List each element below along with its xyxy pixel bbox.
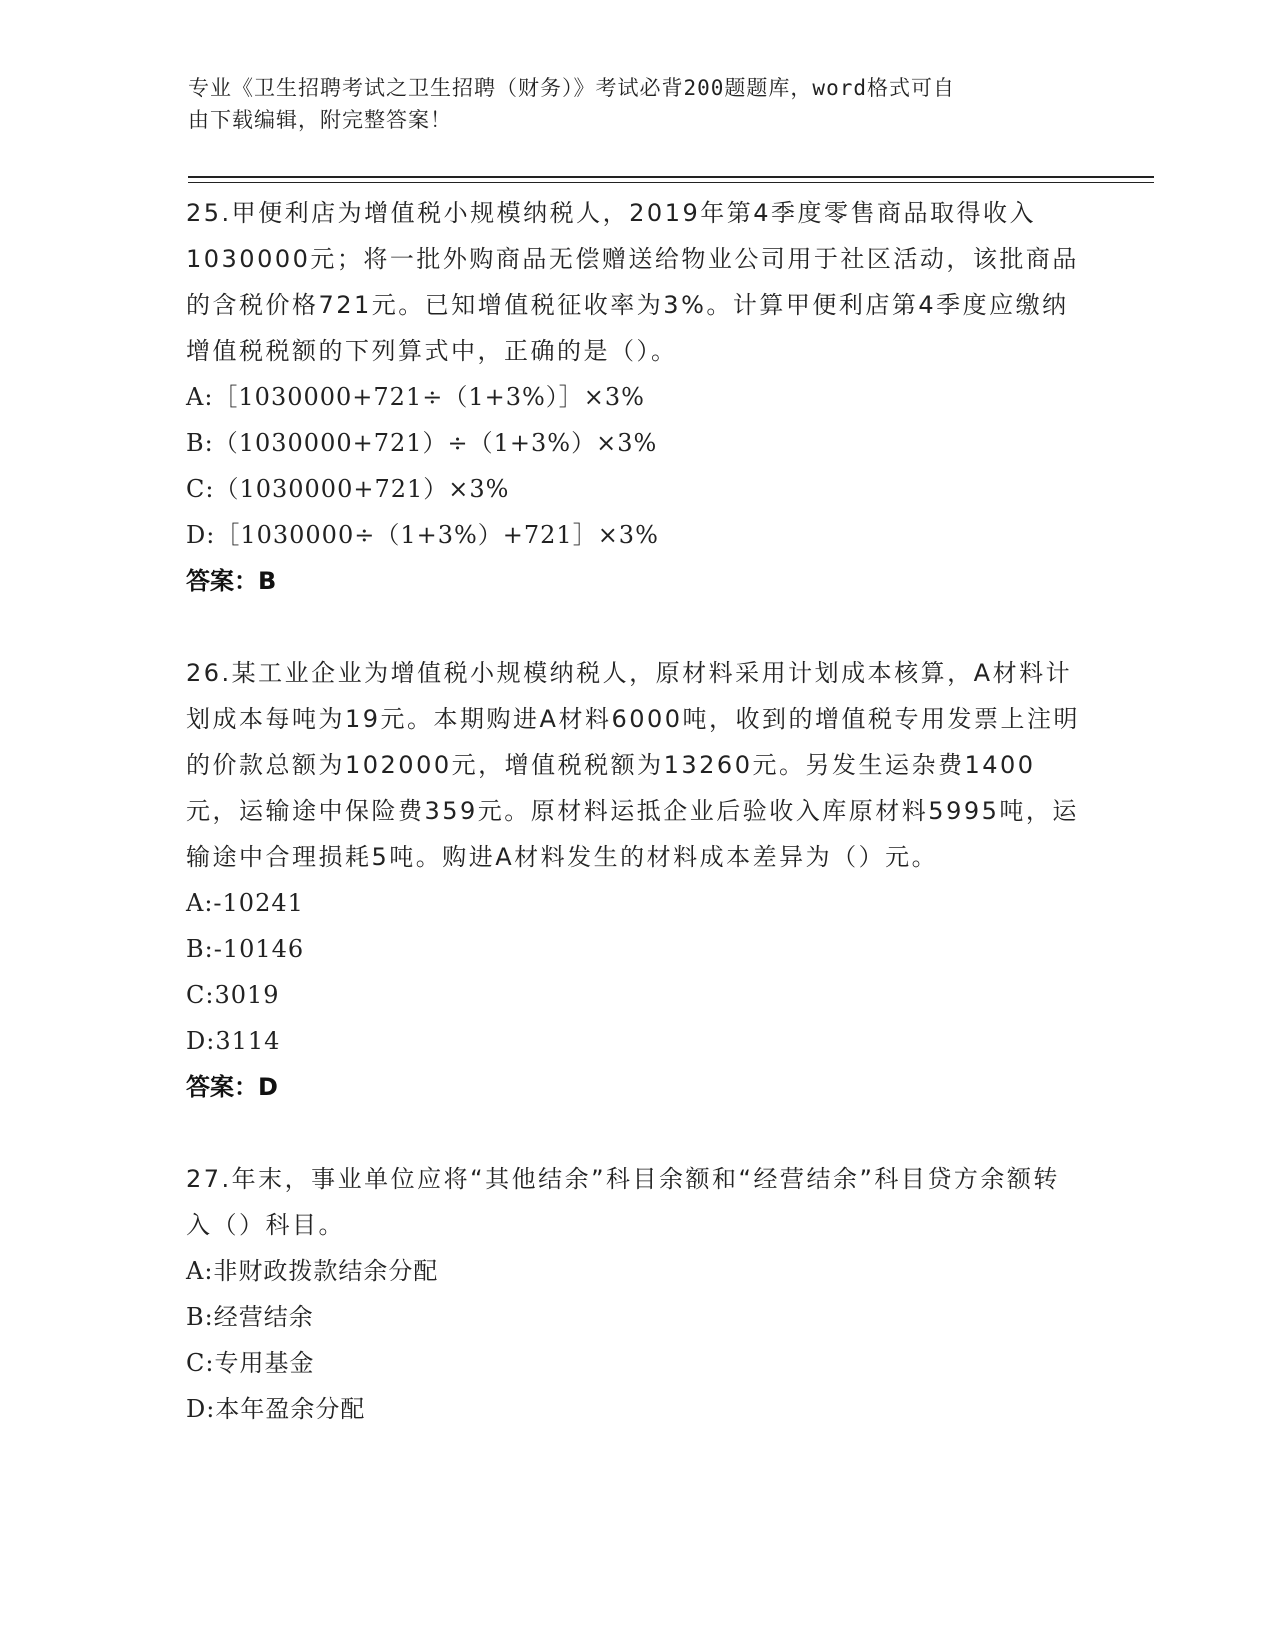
question-27 xyxy=(186,1156,1086,1432)
header-line-2: 由下载编辑，附完整答案！ xyxy=(188,108,452,132)
option-c: C:专用基金 xyxy=(186,1349,315,1377)
question-25 xyxy=(186,190,1086,604)
question-text: 26.某工业企业为增值税小规模纳税人，原材料采用计划成本核算，A材料计划成本每吨为19元。本期购进A材料6000吨，收到的增值税专用发票上注明的价款总额为102000元，增值税税额为13260元。另发生运杂费1400元，运输途中保险费359元。原材料运抵企业后验收入库原材料5995吨，运输途中合理损耗5吨。购进A材料发生的材料成本差异为（）元。 xyxy=(186,659,1081,871)
option-d: D:本年盈余分配 xyxy=(186,1395,366,1423)
option-d: D:3114 xyxy=(186,1027,281,1055)
option-c: C:（1030000+721）×3% xyxy=(186,475,510,503)
option-c: C:3019 xyxy=(186,981,280,1009)
option-a: A:［1030000+721÷（1+3%）］×3% xyxy=(186,383,645,411)
question-text: 25.甲便利店为增值税小规模纳税人，2019年第4季度零售商品取得收入1030000元；将一批外购商品无偿赠送给物业公司用于社区活动，该批商品的含税价格721元。已知增值税征收率为3%。计算甲便利店第4季度应缴纳增值税税额的下列算式中，正确的是（）。 xyxy=(186,199,1079,365)
option-a: A:-10241 xyxy=(186,889,304,917)
option-b: B:经营结余 xyxy=(186,1303,314,1331)
option-d: D:［1030000÷（1+3%）+721］×3% xyxy=(186,521,659,549)
question-text: 27.年末，事业单位应将“其他结余”科目余额和“经营结余”科目贷方余额转入（）科目。 xyxy=(186,1165,1060,1239)
header-divider-thin xyxy=(188,182,1154,183)
header-line-1: 专业《卫生招聘考试之卫生招聘（财务）》考试必背200题题库，word格式可自 xyxy=(188,76,955,100)
option-a: A:非财政拨款结余分配 xyxy=(186,1257,439,1285)
question-26 xyxy=(186,650,1086,1110)
option-b: B:（1030000+721）÷（1+3%）×3% xyxy=(186,429,658,457)
question-list xyxy=(186,190,1086,1478)
answer-label: 答案：B xyxy=(186,567,277,595)
answer-label: 答案：D xyxy=(186,1073,278,1101)
document-header xyxy=(188,72,1078,136)
header-divider-thick xyxy=(188,176,1154,178)
option-b: B:-10146 xyxy=(186,935,305,963)
